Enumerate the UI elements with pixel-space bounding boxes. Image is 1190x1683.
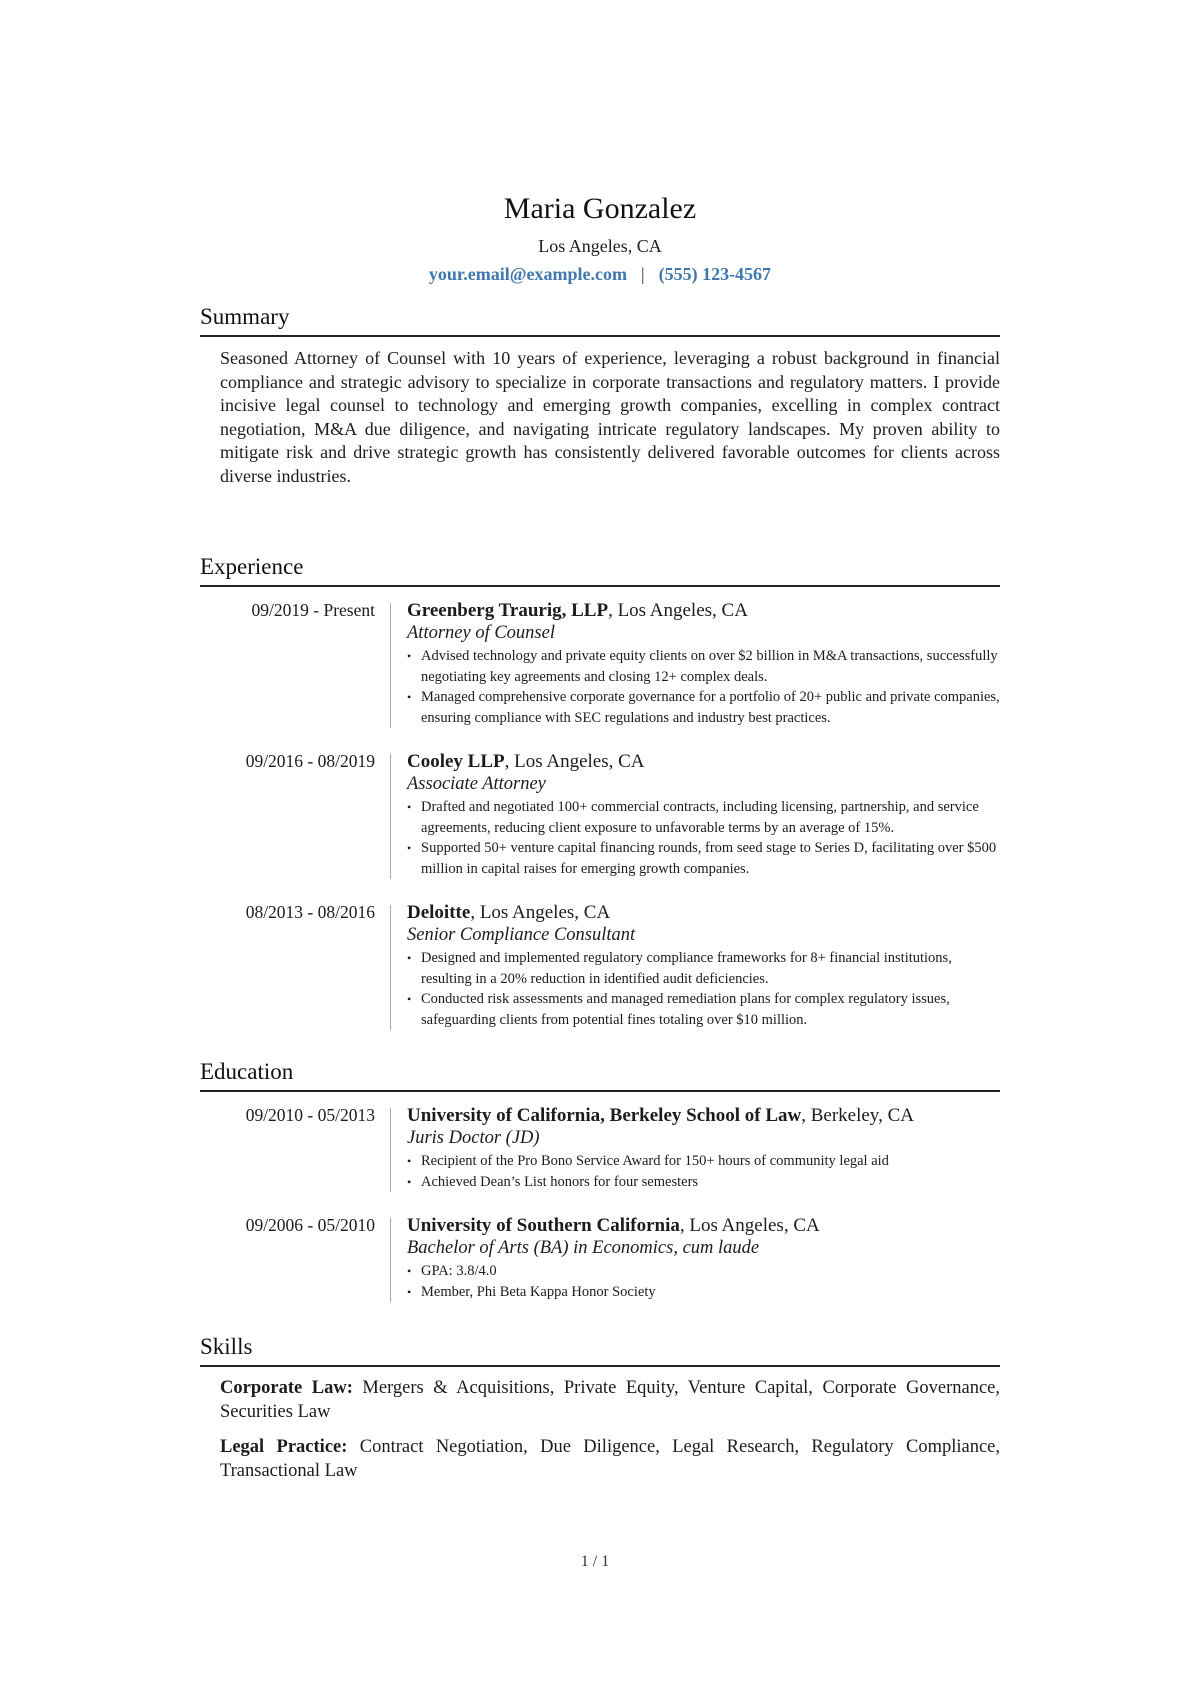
timeline-divider (390, 603, 391, 728)
education-entry (200, 1104, 1000, 1192)
entry-bullets (407, 797, 1000, 879)
entry-org-line (407, 901, 1000, 924)
timeline-divider (390, 754, 391, 879)
entry-date: 09/2016 - 08/2019 (245, 751, 375, 771)
bullet-item: • Member, Phi Beta Kappa Honor Society (407, 1282, 1000, 1303)
summary-section (200, 302, 1000, 488)
entry-date: 09/2010 - 05/2013 (245, 1105, 375, 1125)
candidate-name: Maria Gonzalez (503, 192, 697, 225)
bullet-item: • Advised technology and private equity clients on over $2 billion in M&A transactions, successfully negotiating key agreements and closing 12+ complex deals. (407, 646, 1000, 687)
entry-org-line (407, 1104, 1000, 1127)
phone-link[interactable]: (555) 123-4567 (658, 264, 772, 284)
section-title-education: Education (200, 1057, 1000, 1092)
entry-bullets (407, 646, 1000, 728)
skill-row (220, 1436, 1000, 1483)
entry-date: 09/2019 - Present (251, 600, 375, 620)
skills-section (200, 1332, 1000, 1483)
entry-content (407, 1104, 1000, 1192)
entry-org: University of Southern California (407, 1215, 680, 1236)
entry-org: Deloitte (407, 902, 471, 923)
resume-header (200, 190, 1000, 286)
entry-role: Bachelor of Arts (BA) in Economics, cum laude (407, 1238, 760, 1258)
bullet-item: • Recipient of the Pro Bono Service Award for 150+ hours of community legal aid (407, 1151, 1000, 1172)
entry-org-line (407, 750, 1000, 773)
bullet-item: • GPA: 3.8/4.0 (407, 1261, 1000, 1282)
education-entry (200, 1214, 1000, 1302)
skill-value: Contract Negotiation, Due Diligence, Legal Research, Regulatory Compliance, Transactional Law (220, 1437, 1001, 1481)
section-title-experience: Experience (200, 552, 1000, 587)
entry-location: , Los Angeles, CA (679, 1215, 820, 1236)
entry-location: , Los Angeles, CA (470, 902, 611, 923)
skill-value: Mergers & Acquisitions, Private Equity, Venture Capital, Corporate Governance, Securities Law (220, 1378, 1000, 1422)
experience-entry (200, 750, 1000, 879)
entry-date: 08/2013 - 08/2016 (245, 902, 375, 922)
bullet-item: • Drafted and negotiated 100+ commercial contracts, including licensing, partnership, and service agreements, reducing client exposure to unfavorable terms by an average of 15%. (407, 797, 1000, 838)
entry-org-line (407, 599, 1000, 622)
entry-role: Associate Attorney (407, 774, 546, 794)
contact-line (200, 262, 1000, 286)
entry-location: , Berkeley, CA (801, 1105, 914, 1126)
skill-label: Corporate Law: (220, 1378, 353, 1398)
section-title-summary: Summary (200, 302, 1000, 337)
email-link[interactable]: your.email@example.com (428, 264, 627, 284)
entry-location: , Los Angeles, CA (608, 600, 748, 621)
timeline-divider (390, 905, 391, 1030)
entry-role: Senior Compliance Consultant (407, 925, 636, 945)
entry-content (407, 901, 1000, 1030)
entry-content (407, 750, 1000, 879)
entry-bullets (407, 948, 1000, 1030)
education-section (200, 1057, 1000, 1302)
bullet-item: • Designed and implemented regulatory compliance frameworks for 8+ financial institutions, resulting in a 20% reduction in identified audit deficiencies. (407, 948, 1000, 989)
entry-location: , Los Angeles, CA (504, 751, 645, 772)
entry-content (407, 599, 1000, 728)
entry-org-line (407, 1214, 1000, 1237)
entry-role: Attorney of Counsel (407, 623, 555, 643)
bullet-item: • Supported 50+ venture capital financing rounds, from seed stage to Series D, facilitating over $500 million in capital raises for emerging growth companies. (407, 838, 1000, 879)
experience-entry (200, 599, 1000, 728)
timeline-divider (390, 1218, 391, 1302)
bullet-item: • Managed comprehensive corporate governance for a portfolio of 20+ public and private companies, ensuring compliance with SEC regulations and industry best practices. (407, 687, 1000, 728)
summary-text: Seasoned Attorney of Counsel with 10 years of experience, leveraging a robust background in financial compliance and strategic advisory to specialize in corporate transactions and regulatory matters. I provide incisive legal counsel to technology and emerging growth companies, excelling in complex contract negotiation, M&A due diligence, and navigating intricate regulatory landscapes. My proven ability to mitigate risk and drive strategic growth has consistently delivered favorable outcomes for clients across diverse industries. (220, 348, 1000, 486)
experience-entry (200, 901, 1000, 1030)
entry-bullets (407, 1261, 1000, 1302)
entry-content (407, 1214, 1000, 1302)
skill-row (220, 1377, 1000, 1424)
entry-role: Juris Doctor (JD) (407, 1128, 540, 1148)
entry-bullets (407, 1151, 1000, 1192)
contact-separator: | (640, 264, 645, 284)
entry-org: Cooley LLP (407, 751, 505, 772)
bullet-item: • Conducted risk assessments and managed remediation plans for complex regulatory issues, safeguarding clients from potential fines totaling over $10 million. (407, 989, 1000, 1030)
timeline-divider (390, 1108, 391, 1192)
bullet-item: • Achieved Dean’s List honors for four semesters (407, 1172, 1000, 1193)
entry-org: University of California, Berkeley School of Law (407, 1105, 802, 1126)
entry-date: 09/2006 - 05/2010 (245, 1215, 375, 1235)
page-indicator: 1 / 1 (580, 1553, 610, 1570)
skill-label: Legal Practice: (220, 1437, 348, 1457)
entry-org: Greenberg Traurig, LLP (407, 600, 609, 621)
section-title-skills: Skills (200, 1332, 1000, 1367)
candidate-location: Los Angeles, CA (538, 236, 662, 256)
experience-section (200, 552, 1000, 1030)
